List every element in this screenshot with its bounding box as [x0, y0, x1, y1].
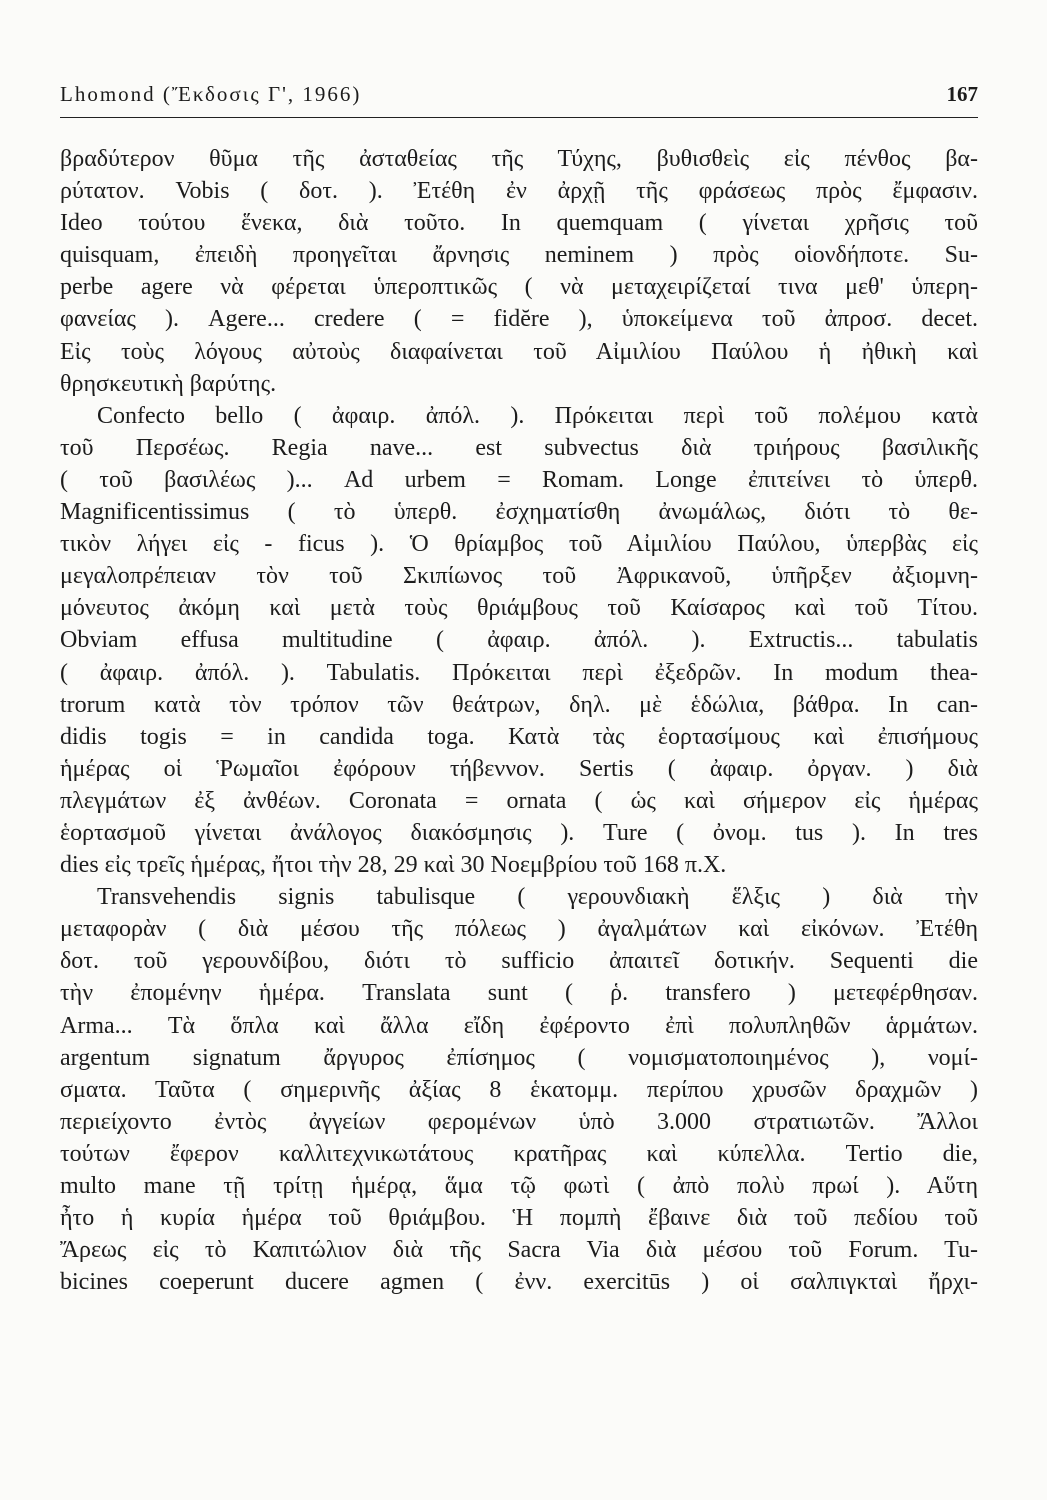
- text-line: τούτων ἔφερον καλλιτεχνικωτάτους κρατῆρας καὶ κύπελλα. Tertio die,: [60, 1140, 978, 1167]
- text-line: ἑορτασμοῦ γίνεται ἀνάλογος διακόσμησις ). Ture ( ὀνομ. tus ). In tres: [60, 819, 978, 846]
- text-line: τὴν ἐπομένην ἡμέρα. Translata sunt ( ῥ. transfero ) μετεφέρθησαν.: [60, 980, 978, 1007]
- text-line: bicines coeperunt ducere agmen ( ἐνν. exercitūs ) οἱ σαλπιγκταὶ ἤρχι-: [60, 1269, 978, 1296]
- page-number: 167: [946, 82, 978, 106]
- paragraph: [60, 143, 978, 400]
- text-line: Confecto bello ( ἀφαιρ. ἀπόλ. ). Πρόκειται περὶ τοῦ πολέμου κατὰ: [97, 402, 978, 429]
- text-line: μόνευτος ἀκόμη καὶ μετὰ τοὺς θριάμβους τοῦ Καίσαρος καὶ τοῦ Τίτου.: [60, 595, 978, 622]
- text-line: Transvehendis signis tabulisque ( γερουνδιακὴ ἕλξις ) διὰ τὴν: [97, 884, 978, 911]
- text-line: dies εἰς τρεῖς ἡμέρας, ἤτοι τὴν 28, 29 καὶ 30 Νοεμβρίου τοῦ 168 π.Χ.: [60, 852, 727, 879]
- text-line: Obviam effusa multitudine ( ἀφαιρ. ἀπόλ. ). Extructis... tabulatis: [60, 627, 978, 654]
- text-line: βραδύτερον θῦμα τῆς ἀσταθείας τῆς Τύχης, βυθισθεὶς εἰς πένθος βα-: [60, 146, 978, 172]
- text-line: Εἰς τοὺς λόγους αὐτοὺς διαφαίνεται τοῦ Αἰμιλίου Παύλου ἡ ἠθικὴ καὶ: [60, 338, 978, 365]
- header-rule: [60, 117, 978, 118]
- text-line: πλεγμάτων ἐξ ἀνθέων. Coronata = ornata ( ὡς καὶ σήμερον εἰς ἡμέρας: [60, 787, 978, 814]
- text-line: Ideo τούτου ἕνεκα, διὰ τοῦτο. In quemquam ( γίνεται χρῆσις τοῦ: [60, 210, 978, 237]
- text-line: ρύτατον. Vobis ( δοτ. ). Ἐτέθη ἐν ἀρχῇ τῆς φράσεως πρὸς ἔμφασιν.: [60, 178, 978, 205]
- text-line: περιείχοντο ἐντὸς ἀγγείων φερομένων ὑπὸ 3.000 στρατιωτῶν. Ἄλλοι: [60, 1108, 978, 1135]
- text-line: δοτ. τοῦ γερουνδίβου, διότι τὸ sufficio ἀπαιτεῖ δοτικήν. Sequenti die: [60, 948, 978, 975]
- text-line: μεταφορὰν ( διὰ μέσου τῆς πόλεως ) ἀγαλμάτων καὶ εἰκόνων. Ἐτέθη: [60, 916, 978, 943]
- text-line: trorum κατὰ τὸν τρόπον τῶν θεάτρων, δηλ. μὲ ἑδώλια, βάθρα. In can-: [60, 691, 978, 718]
- text-line: μεγαλοπρέπειαν τὸν τοῦ Σκιπίωνος τοῦ Ἀφρικανοῦ, ὑπῆρξεν ἀξιομνη-: [60, 563, 978, 590]
- text-line: Ἄρεως εἰς τὸ Καπιτώλιον διὰ τῆς Sacra Via διὰ μέσου τοῦ Forum. Tu-: [60, 1237, 978, 1264]
- text-line: quisquam, ἐπειδὴ προηγεῖται ἄρνησις neminem ) πρὸς οἱονδήποτε. Su-: [60, 242, 978, 269]
- text-line: φανείας ). Agere... credere ( = fidĕre ), ὑποκείμενα τοῦ ἀπροσ. decet.: [60, 306, 978, 333]
- running-head: Lhomond (Ἔκδοσις Γ', 1966): [60, 82, 362, 106]
- text-line: multo mane τῇ τρίτῃ ἡμέρᾳ, ἅμα τῷ φωτὶ ( ἀπὸ πολὺ πρωί ). Αὕτη: [60, 1173, 978, 1199]
- text-line: τοῦ Περσέως. Regia nave... est subvectus διὰ τριήρους βασιλικῆς: [60, 434, 978, 461]
- text-line: didis togis = in candida toga. Κατὰ τὰς ἑορτασίμους καὶ ἐπισήμους: [60, 723, 978, 750]
- text-line: perbe agere νὰ φέρεται ὑπεροπτικῶς ( νὰ μεταχειρίζεταί τινα μεθ' ὑπερη-: [60, 274, 978, 301]
- text-line: Magnificentissimus ( τὸ ὑπερθ. ἐσχηματίσθη ἀνωμάλως, διότι τὸ θε-: [60, 499, 978, 526]
- text-line: τικὸν λήγει εἰς - ficus ). Ὁ θρίαμβος τοῦ Αἰμιλίου Παύλου, ὑπερβὰς εἰς: [60, 531, 978, 558]
- text-line: Arma... Τὰ ὅπλα καὶ ἄλλα εἴδη ἐφέροντο ἐπὶ πολυπληθῶν ἁρμάτων.: [60, 1012, 978, 1039]
- text-line: ἦτο ἡ κυρία ἡμέρα τοῦ θριάμβου. Ἡ πομπὴ ἔβαινε διὰ τοῦ πεδίου τοῦ: [60, 1205, 978, 1232]
- text-line: ( ἀφαιρ. ἀπόλ. ). Tabulatis. Πρόκειται περὶ ἐξεδρῶν. In modum thea-: [60, 659, 978, 686]
- paragraph: [60, 881, 978, 1298]
- text-line: argentum signatum ἄργυρος ἐπίσημος ( νομισματοποιημένος ), νομί-: [60, 1044, 978, 1071]
- text-line: ἡμέρας οἱ Ῥωμαῖοι ἐφόρουν τήβεννον. Sertis ( ἀφαιρ. ὀργαν. ) διὰ: [60, 755, 978, 782]
- page-header: [60, 82, 978, 114]
- text-line: σματα. Ταῦτα ( σημερινῆς ἀξίας 8 ἑκατομμ. περίπου χρυσῶν δραχμῶν ): [60, 1076, 978, 1103]
- paragraph: [60, 400, 978, 881]
- body-text: [60, 143, 978, 1298]
- text-line: ( τοῦ βασιλέως )... Ad urbem = Romam. Longe ἐπιτείνει τὸ ὑπερθ.: [60, 466, 978, 493]
- text-line: θρησκευτικὴ βαρύτης.: [60, 370, 277, 397]
